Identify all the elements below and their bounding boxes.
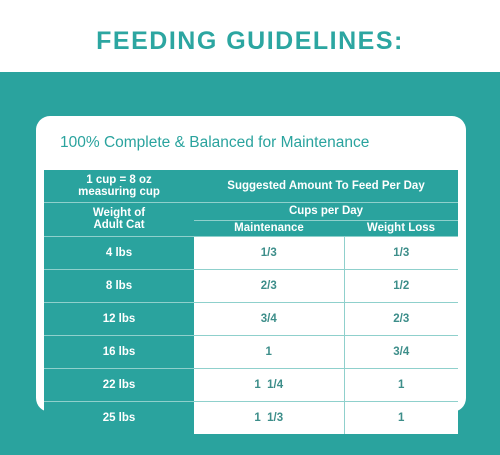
weight-header-line2: Adult Cat bbox=[93, 219, 145, 231]
card-heading: 100% Complete & Balanced for Maintenance bbox=[60, 134, 370, 151]
weight-cell: 25 lbs bbox=[44, 401, 194, 434]
table-row bbox=[44, 335, 458, 368]
weight-loss-cell: 2/3 bbox=[344, 302, 458, 335]
weight-header-cell bbox=[44, 202, 194, 236]
weight-loss-cell: 1 bbox=[344, 368, 458, 401]
weight-cell: 16 lbs bbox=[44, 335, 194, 368]
table-row bbox=[44, 302, 458, 335]
table-row bbox=[44, 269, 458, 302]
feeding-table bbox=[44, 170, 458, 434]
feeding-card bbox=[36, 116, 466, 424]
measure-note-line1: 1 cup = 8 oz bbox=[86, 173, 152, 186]
maintenance-header: Maintenance bbox=[194, 220, 344, 236]
table-row bbox=[44, 368, 458, 401]
header-row-measure bbox=[44, 170, 458, 202]
measure-note-line2: measuring cup bbox=[78, 185, 160, 198]
weight-loss-cell: 3/4 bbox=[344, 335, 458, 368]
page-title: FEEDING GUIDELINES: bbox=[96, 26, 404, 55]
suggested-amount-header: Suggested Amount To Feed Per Day bbox=[194, 170, 458, 202]
table-row bbox=[44, 236, 458, 269]
weight-cell: 8 lbs bbox=[44, 269, 194, 302]
maintenance-cell: 2/3 bbox=[194, 269, 344, 302]
header-row-cups bbox=[44, 202, 458, 220]
weight-loss-header: Weight Loss bbox=[344, 220, 458, 236]
weight-cell: 12 lbs bbox=[44, 302, 194, 335]
weight-loss-cell: 1 bbox=[344, 401, 458, 434]
maintenance-cell: 1 bbox=[194, 335, 344, 368]
maintenance-cell: 1 1/4 bbox=[194, 368, 344, 401]
weight-header-line1: Weight of bbox=[92, 207, 146, 219]
weight-cell: 22 lbs bbox=[44, 368, 194, 401]
cups-per-day-header: Cups per Day bbox=[194, 202, 458, 220]
measure-note-cell bbox=[44, 170, 194, 202]
table-row bbox=[44, 401, 458, 434]
maintenance-cell: 3/4 bbox=[194, 302, 344, 335]
weight-cell: 4 lbs bbox=[44, 236, 194, 269]
maintenance-cell: 1/3 bbox=[194, 236, 344, 269]
weight-loss-cell: 1/3 bbox=[344, 236, 458, 269]
maintenance-cell: 1 1/3 bbox=[194, 401, 344, 434]
weight-loss-cell: 1/2 bbox=[344, 269, 458, 302]
